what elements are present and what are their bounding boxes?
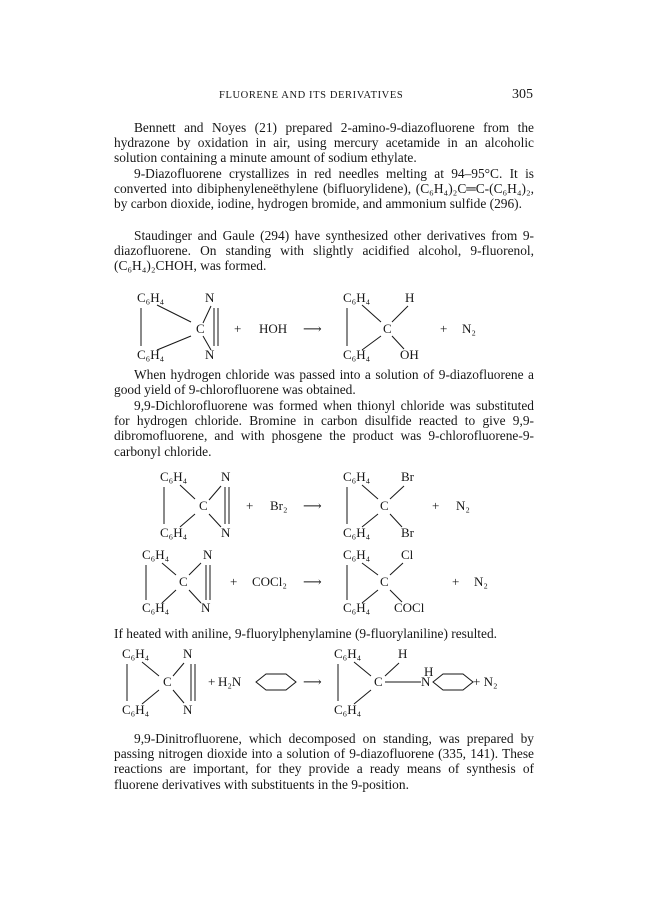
center-atom: C <box>374 674 383 689</box>
plus-sign: + <box>230 574 238 589</box>
bond <box>142 690 159 704</box>
reaction-arrow: ⟶ <box>303 498 322 513</box>
ring-label: C₆H₄ <box>343 290 371 305</box>
amine-nitrogen: N <box>421 674 431 689</box>
nitrogen-atom: N <box>183 702 193 717</box>
paragraph: Bennett and Noyes (21) prepared 2-amino-9-diazofluorene from the hydrazone by oxidation in air, using mercury acetamide in an alcoholic solution containing a minute amount of sodium ethylate. <box>114 120 534 166</box>
ring-label: C₆H₄ <box>334 646 362 661</box>
substituent: H <box>398 646 408 661</box>
paragraph: 9-Diazofluorene crystallizes in red needles melting at 94–95°C. It is converted into dibiphenyleneëthylene (bifluorylidene), (C₆H₄)₂C═C-(C₆H₄)₂, by carbon dioxide, iodine, hydrogen bromide, and ammonium sulfide (296). <box>114 166 534 212</box>
reagent: HOH <box>259 321 288 336</box>
ring-label: C₆H₄ <box>343 469 371 484</box>
substituent: COCl <box>394 600 425 615</box>
bond <box>173 663 184 676</box>
nitrogen-atom: N <box>221 525 231 540</box>
plus-sign: + <box>246 498 254 513</box>
plus-sign: + <box>452 574 460 589</box>
substituent: OH <box>400 347 419 362</box>
center-atom: C <box>179 574 188 589</box>
center-atom: C <box>380 574 389 589</box>
ring-label: C₆H₄ <box>122 702 150 717</box>
paragraph: If heated with aniline, 9-fluorylphenylamine (9-fluorylaniline) resulted. <box>114 626 497 641</box>
byproduct: N₂ <box>456 498 470 513</box>
bond <box>354 690 371 704</box>
center-atom: C <box>196 321 205 336</box>
nitrogen-atom: N <box>201 600 211 615</box>
reagent: COCl₂ <box>252 574 287 589</box>
substituent: Br <box>401 525 414 540</box>
ring-label: C₆H₄ <box>142 547 170 562</box>
bond <box>142 662 159 676</box>
running-title: FLUORENE AND ITS DERIVATIVES <box>219 90 404 101</box>
ring-label: C₆H₄ <box>343 347 371 362</box>
ring-label: C₆H₄ <box>343 525 371 540</box>
nitrogen-atom: N <box>205 290 215 305</box>
ring-label: C₆H₄ <box>334 702 362 717</box>
substituent: Cl <box>401 547 414 562</box>
plus-sign: + <box>432 498 440 513</box>
reagent: H₂N <box>218 674 242 689</box>
byproduct: + N₂ <box>473 674 498 689</box>
bond <box>354 662 371 676</box>
bond <box>385 663 399 676</box>
center-atom: C <box>380 498 389 513</box>
paragraph: 9,9-Dichlorofluorene was formed when thionyl chloride was substituted for hydrogen chloride. Bromine in carbon disulfide reacted to give 9,9-dibromofluorene, and with phosgene the product was 9-chlorofluorene-9-carbonyl chloride. <box>114 398 534 459</box>
benzene-ring <box>256 674 296 690</box>
substituent: H <box>405 290 415 305</box>
reaction-arrow: ⟶ <box>303 574 322 589</box>
ring-label: C₆H₄ <box>142 600 170 615</box>
ring-label: C₆H₄ <box>160 469 188 484</box>
plus-sign: + <box>440 321 448 336</box>
benzene-ring <box>433 674 473 690</box>
nitrogen-atom: N <box>203 547 213 562</box>
bond <box>173 690 184 703</box>
amine-hydrogen: H <box>424 664 434 679</box>
byproduct: N₂ <box>462 321 476 336</box>
center-atom: C <box>163 674 172 689</box>
ring-label: C₆H₄ <box>160 525 188 540</box>
reaction-arrow: ⟶ <box>303 674 322 689</box>
reaction-arrow: ⟶ <box>303 321 322 336</box>
paragraph: When hydrogen chloride was passed into a solution of 9-diazofluorene a good yield of 9-chlorofluorene was obtained. <box>114 367 534 398</box>
center-atom: C <box>383 321 392 336</box>
plus-sign: + <box>234 321 242 336</box>
ring-label: C₆H₄ <box>137 347 165 362</box>
substituent: Br <box>401 469 414 484</box>
ring-label: C₆H₄ <box>137 290 165 305</box>
center-atom: C <box>199 498 208 513</box>
ring-label: C₆H₄ <box>122 646 150 661</box>
nitrogen-atom: N <box>221 469 231 484</box>
paragraph: Staudinger and Gaule (294) have synthesized other derivatives from 9-diazofluorene. On standing with slightly acidified alcohol, 9-fluorenol, (C₆H₄)₂CHOH, was formed. <box>114 228 534 274</box>
nitrogen-atom: N <box>205 347 215 362</box>
plus-sign: + <box>208 674 216 689</box>
reagent: Br₂ <box>270 498 288 513</box>
byproduct: N₂ <box>474 574 488 589</box>
paragraph: 9,9-Dinitrofluorene, which decomposed on standing, was prepared by passing nitrogen dioxide into a solution of 9-diazofluorene (335, 141). These reactions are important, for they provide a ready means of synthesis of fluorene derivatives with substituents in the 9-position. <box>114 731 534 792</box>
nitrogen-atom: N <box>183 646 193 661</box>
page-number: 305 <box>512 87 533 102</box>
ring-label: C₆H₄ <box>343 600 371 615</box>
ring-label: C₆H₄ <box>343 547 371 562</box>
